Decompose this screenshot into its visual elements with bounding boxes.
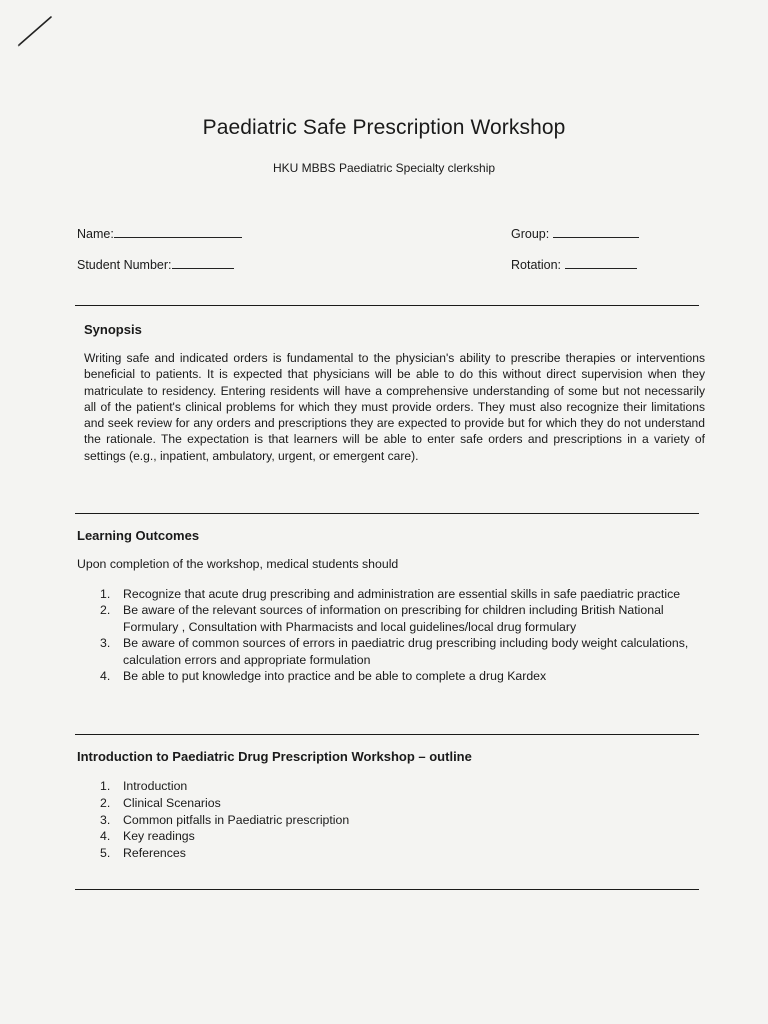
list-item xyxy=(100,845,500,862)
rotation-field xyxy=(511,256,637,272)
divider-rule xyxy=(75,305,699,306)
list-item xyxy=(100,586,690,602)
pen-stroke-mark xyxy=(14,14,58,50)
list-item xyxy=(100,812,500,829)
name-field xyxy=(77,225,242,241)
list-item xyxy=(100,668,690,684)
divider-rule xyxy=(75,734,699,735)
group-blank xyxy=(553,225,639,238)
name-blank xyxy=(114,225,242,238)
rotation-label: Rotation: xyxy=(511,258,562,272)
list-item xyxy=(100,795,500,812)
learning-outcomes-lead: Upon completion of the workshop, medical students should xyxy=(77,557,399,571)
student-number-field xyxy=(77,256,234,272)
group-field xyxy=(511,225,639,241)
group-label: Group: xyxy=(511,227,550,241)
list-item-text: References xyxy=(123,846,186,861)
list-item-text: Recognize that acute drug prescribing and administration are essential skills in safe paediatric practice xyxy=(123,587,681,601)
list-item-text: Be aware of common sources of errors in paediatric drug prescribing including body weight calculations, calculation errors and appropriate formulation xyxy=(123,636,689,667)
list-item xyxy=(100,602,690,635)
rotation-blank xyxy=(565,256,637,269)
synopsis-paragraph: Writing safe and indicated orders is fundamental to the physician's ability to prescribe therapies or interventions beneficial to patients. It is expected that physicians will be able to do this without direct supervision when they matriculate to residency. Entering residents will have a comprehensive understanding of some but not necessarily all of the patient's clinical problems for which they must provide orders. They must also recognize their limitations and seek review for any orders and prescriptions they are expected to provide but for which they do not understand the rationale. The expectation is that learners will be able to enter safe orders and prescriptions in a variety of settings (e.g., inpatient, ambulatory, urgent, or emergent care). xyxy=(84,351,705,463)
student-number-label: Student Number: xyxy=(77,258,172,272)
list-item-number: 3. xyxy=(100,636,111,651)
list-item-number: 1. xyxy=(100,779,111,793)
list-item-number: 3. xyxy=(100,812,111,827)
list-item-text: Introduction xyxy=(123,779,188,793)
learning-outcomes-heading: Learning Outcomes xyxy=(77,528,200,543)
document-title: Paediatric Safe Prescription Workshop xyxy=(202,116,566,139)
list-item-text: Be able to put knowledge into practice and be able to complete a drug Kardex xyxy=(123,669,547,684)
outline-list xyxy=(100,778,500,862)
list-item xyxy=(100,635,690,668)
divider-rule xyxy=(75,513,699,514)
student-number-blank xyxy=(172,256,234,269)
list-item-text: Be aware of the relevant sources of information on prescribing for children including British National Formulary , Consultation with Pharmacists and local guidelines/local drug formulary xyxy=(123,603,664,634)
learning-outcomes-list xyxy=(100,586,690,684)
list-item-number: 4. xyxy=(100,829,111,844)
outline-heading: Introduction to Paediatric Drug Prescription Workshop – outline xyxy=(77,749,472,764)
list-item xyxy=(100,828,500,845)
list-item-text: Clinical Scenarios xyxy=(123,795,221,810)
list-item-text: Key readings xyxy=(123,829,195,844)
list-item-text: Common pitfalls in Paediatric prescription xyxy=(123,812,350,827)
document-subtitle: HKU MBBS Paediatric Specialty clerkship xyxy=(272,161,496,175)
list-item-number: 2. xyxy=(100,795,111,810)
synopsis-heading: Synopsis xyxy=(84,322,142,337)
list-item-number: 4. xyxy=(100,669,111,684)
list-item-number: 5. xyxy=(100,846,111,861)
list-item-number: 1. xyxy=(100,587,111,601)
list-item-number: 2. xyxy=(100,603,111,618)
divider-rule xyxy=(75,889,699,890)
name-label: Name: xyxy=(77,227,114,241)
list-item xyxy=(100,778,500,795)
